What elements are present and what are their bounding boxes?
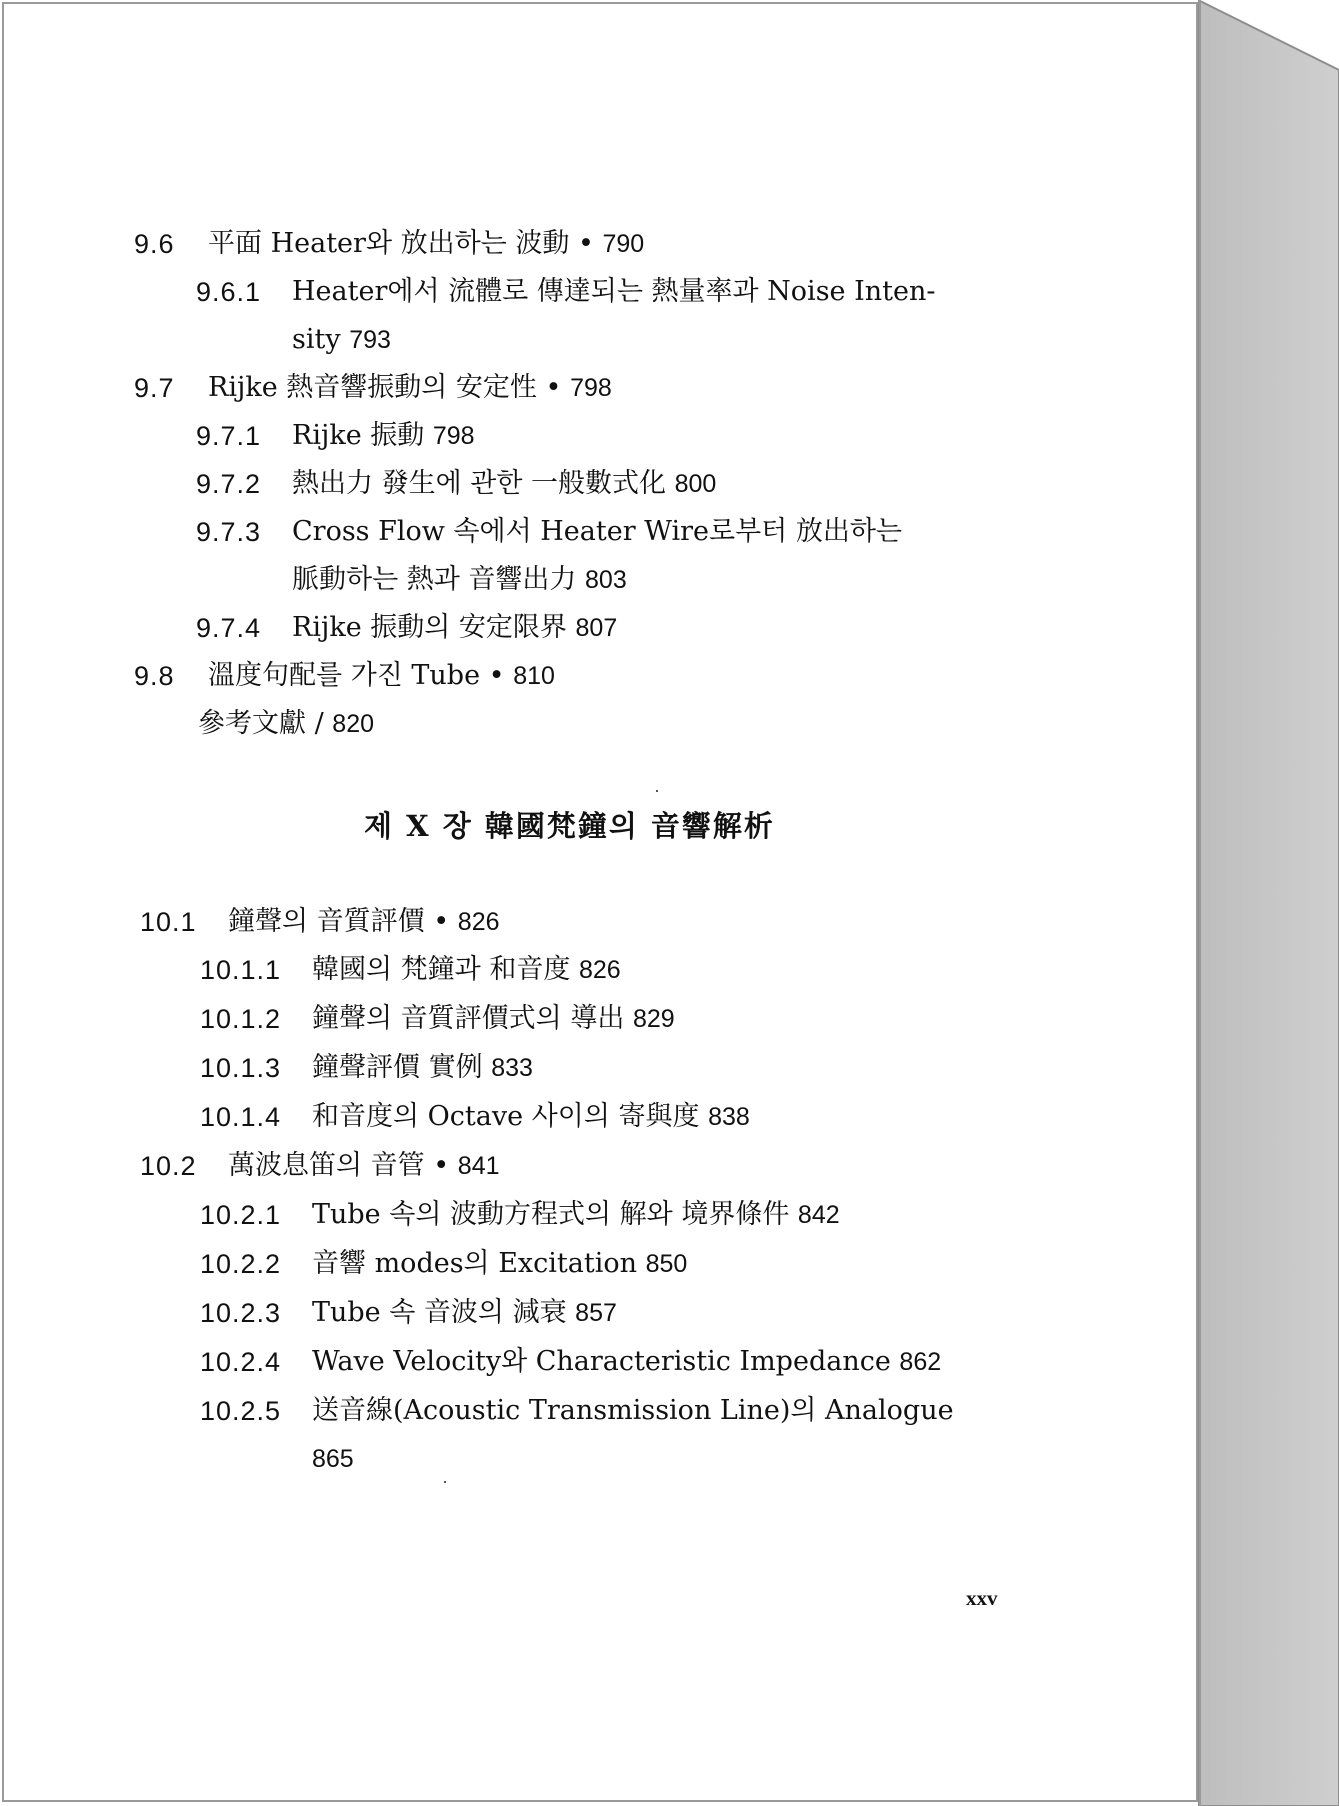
section-number: 10.1.1	[200, 955, 282, 985]
toc-entry-references	[198, 706, 374, 742]
section-title: 韓國의 梵鐘과 和音度	[312, 954, 571, 985]
section-number: 9.6	[134, 229, 175, 259]
section-title: 音響 modes의 Excitation	[312, 1248, 637, 1279]
section-title: Rijke 振動의 安定限界	[292, 612, 567, 643]
section-title: Tube 속의 波動方程式의 解와 境界條件	[312, 1199, 790, 1230]
chapter-heading: 제 X 장 韓國梵鐘의 音響解析	[364, 809, 775, 843]
references-title: 參考文獻	[198, 708, 306, 739]
section-number: 10.1.2	[200, 1004, 282, 1034]
section-title-continued: 脈動하는 熱과 音響出力	[292, 564, 577, 595]
section-title: Tube 속 音波의 減衰	[312, 1297, 567, 1328]
section-number: 10.2.1	[200, 1200, 282, 1230]
section-title: 萬波息笛의 音管	[228, 1150, 425, 1181]
section-number: 10.2.5	[200, 1396, 282, 1426]
toc-entry-10-2-5-continued	[312, 1441, 354, 1477]
page-number: 857	[575, 1299, 617, 1327]
section-number: 9.7.4	[196, 613, 262, 643]
section-number: 9.7.3	[196, 517, 262, 547]
section-title: Wave Velocity와 Characteristic Impedance	[312, 1346, 891, 1377]
section-title: 和音度의 Octave 사이의 寄與度	[312, 1101, 700, 1132]
page-folio: xxv	[966, 1586, 998, 1610]
section-title: Heater에서 流體로 傳達되는 熱量率과 Noise Inten-	[292, 276, 936, 307]
book-page	[2, 2, 1198, 1802]
separator-dot: •	[577, 228, 594, 259]
section-title: 熱出力 發生에 관한 一般數式化	[292, 468, 666, 499]
section-title: Rijke 振動	[292, 420, 425, 451]
section-number: 9.7.2	[196, 469, 262, 499]
scan-speck	[656, 790, 658, 792]
section-title: 鐘聲의 音質評價式의 導出	[312, 1003, 625, 1034]
separator-dot: •	[488, 660, 505, 691]
page-number: 810	[513, 662, 555, 690]
section-number: 9.7	[134, 373, 175, 403]
page-number: 841	[457, 1152, 500, 1180]
section-title: Rijke 熱音響振動의 安定性	[208, 372, 537, 403]
section-title: 平面 Heater와 放出하는 波動	[208, 228, 570, 259]
page-number: 826	[578, 956, 621, 984]
section-number: 10.2.4	[200, 1347, 282, 1377]
separator-slash: /	[314, 708, 324, 739]
page-number: 803	[585, 566, 627, 594]
section-title: 送音線(Acoustic Transmission Line)의 Analogue	[312, 1395, 954, 1426]
section-title: 溫度句配를 가진 Tube	[208, 660, 481, 691]
section-number: 10.1.3	[200, 1053, 282, 1083]
scan-speck	[444, 1481, 446, 1483]
page-number: 865	[312, 1445, 354, 1473]
page-number: 842	[797, 1201, 840, 1229]
page-number: 807	[575, 614, 618, 642]
section-title: 鐘聲評價 實例	[312, 1052, 483, 1083]
page-number: 838	[708, 1103, 750, 1131]
section-number: 10.1	[140, 907, 197, 937]
section-number: 10.1.4	[200, 1102, 282, 1132]
page-number: 850	[645, 1250, 688, 1278]
section-title: Cross Flow 속에서 Heater Wire로부터 放出하는	[292, 516, 902, 547]
section-title: 鐘聲의 音質評價	[228, 906, 425, 937]
page-number: 793	[349, 326, 391, 354]
section-number: 10.2	[140, 1151, 197, 1181]
section-number: 9.6.1	[196, 277, 262, 307]
toc-entry-9-7-3-continued	[292, 562, 627, 598]
page-number: 800	[674, 470, 717, 498]
section-number: 9.8	[134, 661, 175, 691]
separator-dot: •	[545, 372, 562, 403]
section-number: 10.2.3	[200, 1298, 282, 1328]
page-number: 790	[602, 230, 645, 258]
toc-entry-9-6-1-continued	[292, 322, 391, 358]
separator-dot: •	[433, 906, 450, 937]
section-title-continued: sity	[292, 324, 341, 355]
page-number: 862	[899, 1348, 942, 1376]
page-number: 833	[491, 1054, 533, 1082]
page-number: 826	[457, 908, 500, 936]
book-edge-shadow	[1198, 0, 1339, 1806]
page-number: 798	[570, 374, 612, 402]
section-number: 9.7.1	[196, 421, 262, 451]
page-number: 798	[432, 422, 475, 450]
section-number: 10.2.2	[200, 1249, 282, 1279]
page-number: 829	[632, 1005, 675, 1033]
page-number: 820	[332, 710, 375, 738]
separator-dot: •	[433, 1150, 450, 1181]
